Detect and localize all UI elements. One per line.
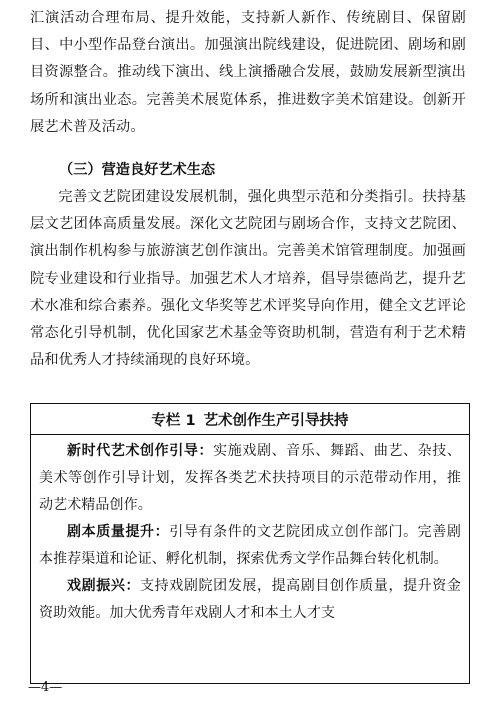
page-number: —4—: [28, 680, 63, 695]
column-box-number: 专栏 1: [151, 412, 196, 429]
paragraph-performance-venues: 汇演活动合理布局、提升效能，支持新人新作、传统剧目、保留剧目、中小型作品登台演出。加强演出院线建设，促进院团、剧场和剧目资源整合。推动线下演出、线上演播融合发展，鼓励发展新型演出场所和演出业态。完善美术展览体系，推进数字美术馆建设。创新开展艺术普及活动。: [30, 10, 466, 135]
column-item-lead: 新时代艺术创作引导：: [67, 443, 214, 459]
paragraph-art-ecology: 完善文艺院团建设发展机制，强化典型示范和分类指引。扶持基层文艺团体高质量发展。深化文艺院团与剧场合作，支持文艺院团、演出制作机构参与旅游演艺创作演出。完善美术馆管理制度。加强画院专业建设和行业指导。加强艺术人才培养，倡导崇德尚艺，提升艺术水准和综合素养。强化文华奖等艺术评奖导向作用，健全文艺评论常态化引导机制，优化国家艺术基金等资助机制，营造有利于艺术精品和优秀人才持续涌现的良好环境。: [30, 189, 466, 369]
column-item-text: 实施戏剧、音乐、舞蹈、曲艺、杂技、美术等创作引导计划，发挥各类艺术扶持项目的示范带动作用，推动艺术精品创作。: [39, 443, 462, 513]
column-item: [39, 519, 461, 573]
section-heading-art-ecology: （三）营造良好艺术生态: [59, 162, 216, 178]
column-item: [39, 438, 461, 519]
column-item-text: 引导有条件的文艺院团成立创作部门。完善剧本推荐渠道和论证、孵化机制，探索优秀文学作品舞台转化机制。: [39, 524, 461, 567]
column-item-lead: 戏剧振兴：: [67, 578, 141, 594]
column-item-text: 支持戏剧院团发展，提高剧目创作质量，提升资金资助效能。加大优秀青年戏剧人才和本土人才支: [39, 578, 462, 621]
column-item-lead: 剧本质量提升：: [67, 524, 170, 540]
column-box-body: [31, 435, 469, 627]
column-box-title-text: 艺术创作生产引导扶持: [203, 412, 349, 429]
column-box: [30, 403, 470, 684]
column-box-title: [31, 404, 469, 435]
column-item: [39, 573, 461, 627]
